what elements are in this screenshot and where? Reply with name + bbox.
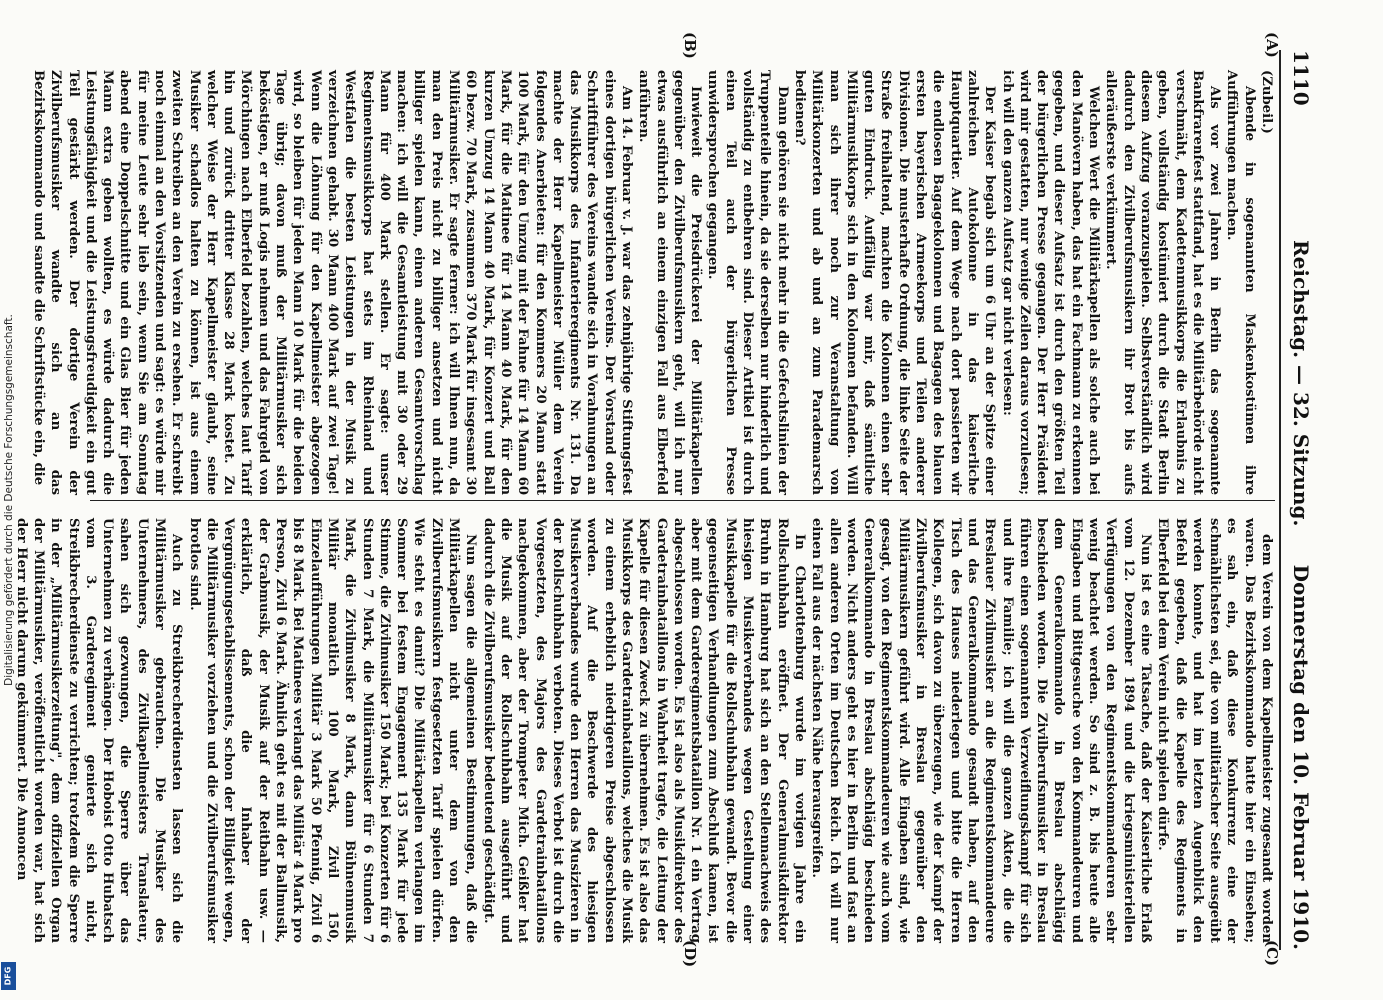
header-date: Donnerstag den 10. Februar 1910. — [1289, 564, 1313, 950]
header-title: Reichstag. — 32. Sitzung. — [1289, 240, 1313, 527]
page-number: 1110 — [1289, 50, 1313, 106]
left-column — [30, 70, 1275, 495]
paragraph: Nun ist es eine Tatsache, daß der Kaiserliche Erlaß vom 12. Dezember 1894 und die kriegsministeriellen Verfügungen von den Regimentskommandeuren sehr wenig beachtet werden. So sind z. B. bis heute alle Eingaben und Bittgesuche von den Kommandeuren und dem Generalkommando in Breslau abschlägig beschieden worden. Die Zivilberufsmusiker in Breslau führen einen sogenannten Verzweiflungskampf für sich und ihre Familie; ich will die ganzen Akten, die die Breslauer Zivilmusiker an die Regimentskommandeure und das Generalkommando gesandt haben, auf den Tisch des Hauses niederlegen und bitte die Herren Kollegen, sich davon zu überzeugen, wie der Kampf der Zivilberufsmusiker in Breslau gegenüber den Militärmusikern geführt wird. Alle Eingaben sind, wie gesagt, von den Regimentskommandeuren wie auch vom Generalkommando in Breslau abschlägig beschieden worden. Nicht anders geht es hier in Berlin und fast an allen anderen Orten im Deutschen Reich. Ich will nur einen Fall aus der nächsten Nähe herausgreifen. — [809, 518, 1153, 943]
dfg-logo — [1, 962, 16, 990]
paragraph: Dann gehören sie nicht mehr in die Gefechtslinien der Truppenteile hinein, da sie derselben nur hinderlich und vollständig zu entbehren sind. Dieser Artikel ist durch einen Teil auch der bürgerlichen Presse unwidersprochen gegangen. — [705, 70, 790, 495]
page-header — [1283, 50, 1313, 950]
paragraph: Inwieweit die Preisdrückerei der Militärkapellen gegenüber den Zivilberufsmusikern geht, will ich nur etwas ausführlich an einem einzigen Fall aus Elberfeld anführen. — [636, 70, 704, 495]
paragraph: Abende in sogenannten Maskenkostümen ihre Aufführungen machen. — [1224, 70, 1257, 495]
header-rule — [1279, 50, 1281, 950]
paragraph: Auch zu Streikbrecherdiensten lassen sich die Militärmusiker gebrauchen. Die Musiker des Unternehmers, des Zivilkapellmeisters Translateur, sahen sich gezwungen, die Sperre über das Unternehmen zu verhängen. Der Hoboist Otto Hubatsch vom 3. Garderegiment genierte sich nicht, Streikbrecherdienste zu verrichten; trotzdem die Sperre in der „Militärmusikerzeitung", dem offiziellen Organ der Militärmusiker, veröffentlicht worden war, hat sich der Herr nicht darum gekümmert. Die Annoncen — [13, 518, 185, 943]
digitization-credit-text: Digitalisierung gefördert durch die Deutsche Forschungsgemeinschaft. — [3, 314, 15, 686]
margin-marker-a: (A) — [1263, 32, 1281, 58]
rotated-page-content — [13, 30, 1341, 970]
dfg-logo-text: DFG — [3, 966, 13, 986]
paragraph: Am 14. Februar v. J. war das zehnjährige Stiftungsfest eines dortigen bürgerlichen Vereins. Der Vorstand oder Schriftführer des Vereins wandte sich in Vorahnungen an das Musikkorps des Infanterieregiments Nr. 131. Da machte der Herr Kapellmeister Müller dem Verein folgendes Anerbieten: für den Kommers 20 Mann statt 100 Mark, für den Umzug mit der Fahne für 14 Mann 60 Mark, für die Matinee für 14 Mann 40 Mark, für den kurzen Umzug 14 Mann 40 Mark, für Konzert und Ball 60 bezw. 70 Mark, zusammen 370 Mark für insgesamt 30 Militärmusiker. Er sagte ferner: ich will Ihnen nun, da man den Preis nicht zu billiger ansetzen und nicht billiger spielen kann, einen anderen Gesamtvorschlag machen: ich will die Gesamtleistung mit 30 oder 29 Mann für 400 Mark stellen. Er sagte: unser Regimentsmusikkorps hat stets im Rheinland und Westfalen die besten Leistungen in der Musik zu verzeichnen gehabt. 30 Mann 400 Mark auf zwei Tage! Wenn die Löhnung für den Kapellmeister abgezogen wird, so bleiben für jeden Mann 10 Mark für die beiden Tage übrig; davon muß der Militärmusiker sich beköstigen, er muß Logis nehmen und das Fahrgeld von Mörchingen nach Elberfeld bezahlen, welches laut Tarif hin und zurück dritter Klasse 28 Mark kostet. Zu welcher Weise der Herr Kapellmeister glaubt, seine Musiker schadlos halten zu können, ist aus einem zweiten Schreiben an den Verein zu ersehen. Er schreibt noch einmal an den Vorsitzenden und sagt: es würde mir für meine Leute sehr lieb sein, wenn Sie am Sonntag abend eine Doppelschnitte und ein Glas Bier für jeden Mann extra geben wollten, es würde dadurch die Leistungsfähigkeit und die Leistungsfreudigkeit ein gut Teil gestärkt werden. Der dortige Verein der Zivilberufsmusiker wandte sich an das Bezirkskommando und sandte die Schriftstücke ein, die — [30, 70, 635, 495]
paragraph: Nun sagen die allgemeinen Bestimmungen, daß die Militärkapellen nicht unter dem von den Zivilberufsmusikern festgesetzten Tarif spielen dürfen. Wie steht es damit? Die Militärkapellen verlangen im Sommer bei festem Engagement 135 Mark für jede Stimme, die Zivilmusiker 150 Mark; bei Konzerten für 6 Stunden 7 Mark, die Militärmusiker für 6 Stunden 7 Mark, die Zivilmusiker 8 Mark, dann Bühnenmusik Militär monatlich 100 Mark, Zivil 150, Einzelaufführungen Militär 3 Mark 50 Pfennig, Zivil 6 bis 8 Mark. Bei Matinees verlangt das Militär 4 Mark pro Person, Zivil 6 Mark. Ähnlich geht es mit der Ballmusik, der Grabmusik, der Musik auf der Reitbahn usw. — erklärlich, daß die Inhaber der Vergnügungsetablissements, schon der Billigkeit wegen, die Militärmusiker vorziehen und die Zivilberufsmusiker brotlos sind. — [186, 518, 479, 943]
margin-marker-b: (B) — [681, 32, 699, 59]
margin-marker-d: (D) — [681, 940, 699, 968]
paragraph: (Zubeil.) — [1259, 70, 1274, 134]
paragraph: Welchen Wert die Militärkapellen als solche auch bei den Manövern haben, das hat ein Fachmann zu erkennen gegeben, und dieser Aufsatz ist durch den größten Teil der bürgerlichen Presse gegangen. Der Herr Präsident wird mir gestatten, nur wenige Zeilen daraus vorzulesen; ich will den ganzen Aufsatz gar nicht verlesen: — [999, 70, 1102, 495]
column-divider — [90, 500, 1275, 501]
margin-marker-c: (C) — [1263, 940, 1281, 967]
right-column — [13, 518, 1275, 943]
paragraph: Der Kaiser begab sich um 6 Uhr an der Spitze einer zahlreichen Autokolonne in das kaiserliche Hauptquartier. Auf dem Wege nach dort passierten wir die endlosen Bagagekolonnen und Bagagen des blauen ersten bayerischen Armeekorps und Teilen anderer Divisionen. Die musterhafte Ordnung, die linke Seite der Straße freihaltend, machten die Kolonnen einen sehr guten Eindruck. Auffällig war mir, daß sämtliche Militärmusikkorps sich in den Kolonnen befanden. Will man sich ihrer noch zur Veranstaltung von Militärkonzerten und ab und an zum Parademarsch bedienen? — [791, 70, 998, 495]
paragraph: Als vor zwei Jahren in Berlin das sogenannte Bankfrarenfest stattfand, hat es die Militärbehörde nicht verschmäht, dem Kadettenmusikkorps die Erlaubnis zu geben, vollständig kostümiert durch die Stadt Berlin diesem Aufzug voranzuspielen. Selbstverständlich wird dadurch den Zivilberufsmusikern ihr Brot bis aufs alleräußerste verkümmert. — [1103, 70, 1223, 495]
paragraph: dem Verein von dem Kapellmeister zugesandt worden waren. Das Bezirkskommando hatte hier ein Einsehen; es sah ein, daß diese Konkurrenz eine der schmählichsten sei, die von militärischer Seite ausgeübt werden konnte, und hat im letzten Augenblick den Befehl gegeben, daß die Kapelle des Regiments in Elberfeld bei dem Verein nicht spielen dürfe. — [1155, 518, 1274, 943]
paragraph: In Charlottenburg wurde im vorigen Jahre ein Rollschuhbahn eröffnet. Der Generalmusikdirektor Bruhn in Hamburg hat sich an den Stellennachweis des hiesigen Musikerverbandes wegen Gestellung einer Musikkapelle für die Rollschuhbahn gewandt. Bevor die gegenseitigen Verhandlungen zum Abschluß kamen, ist aber mit dem Garderegimentsbataillon Nr. 1 ein Vertrag abgeschlossen worden. Es ist also als Musikdirektor des Gardetrainbataillons in Wahrheit tragte, die Leitung der Kapelle für diesen Zweck zu übernehmen. Es ist also das Musikkorps des Gardetrainbataillons, welches die Musik zu einem erheblich niedrigeren Preise abgeschlossen worden. Auf die Beschwerde des hiesigen Musikerverbandes wurde den Herren das Musizieren in der Rollschuhbahn verboten. Dieses Verbot ist durch die Vorgesetzten, des Majors des Gardetrainbataillons nachgekommen, aber der Trompeter Mich. Geißler hat die Musik auf der Rollschuhbahn ausgeführt und dadurch die Zivilberufsmusiker bedeutend geschädigt. — [480, 518, 807, 943]
